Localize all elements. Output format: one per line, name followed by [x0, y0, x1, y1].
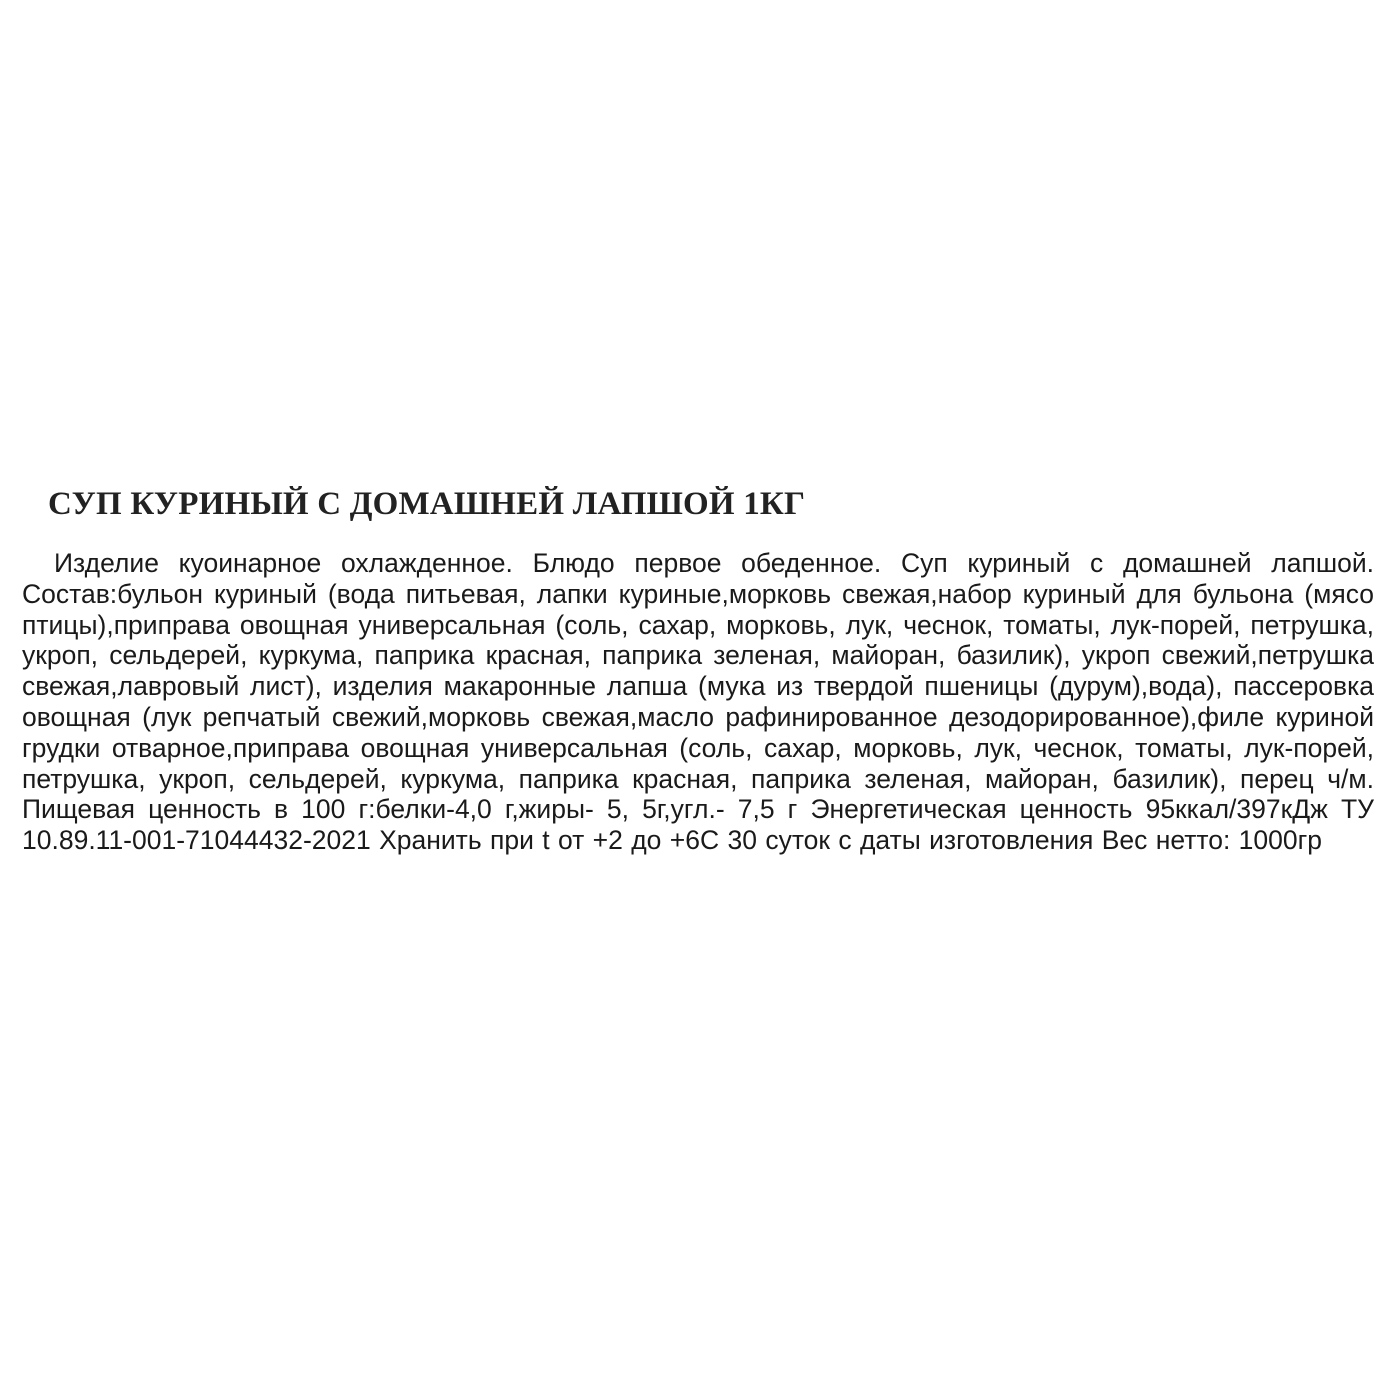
- product-description: Изделие куоинарное охлажденное. Блюдо первое обеденное. Суп куриный с домашней лапшой. Состав:бульон куриный (вода питьевая, лапки куриные,морковь свежая,набор куриный для бульона (мясо птицы),приправа овощная универсальная (соль, сахар, морковь, лук, чеснок, томаты, лук-порей, петрушка, укроп, сельдерей, куркума, паприка красная, паприка зеленая, майоран, базилик), укроп свежий,петрушка свежая,лавровый лист), изделия макаронные лапша (мука из твердой пшеницы (дурум),вода), пассеровка овощная (лук репчатый свежий,морковь свежая,масло рафинированное дезодорированное),филе куриной грудки отварное,приправа овощная универсальная (соль, сахар, морковь, лук, чеснок, томаты, лук-порей, петрушка, укроп, сельдерей, куркума, паприка красная, паприка зеленая, майоран, базилик), перец ч/м. Пищевая ценность в 100 г:белки-4,0 г,жиры- 5, 5г,угл.- 7,5 г Энергетическая ценность 95ккал/397кДж ТУ 10.89.11-001-71044432-2021 Хранить при t от +2 до +6С 30 суток с даты изготовления Вес нетто: 1000гр: [22, 548, 1374, 856]
- product-title: СУП КУРИНЫЙ С ДОМАШНЕЙ ЛАПШОЙ 1КГ: [48, 486, 806, 522]
